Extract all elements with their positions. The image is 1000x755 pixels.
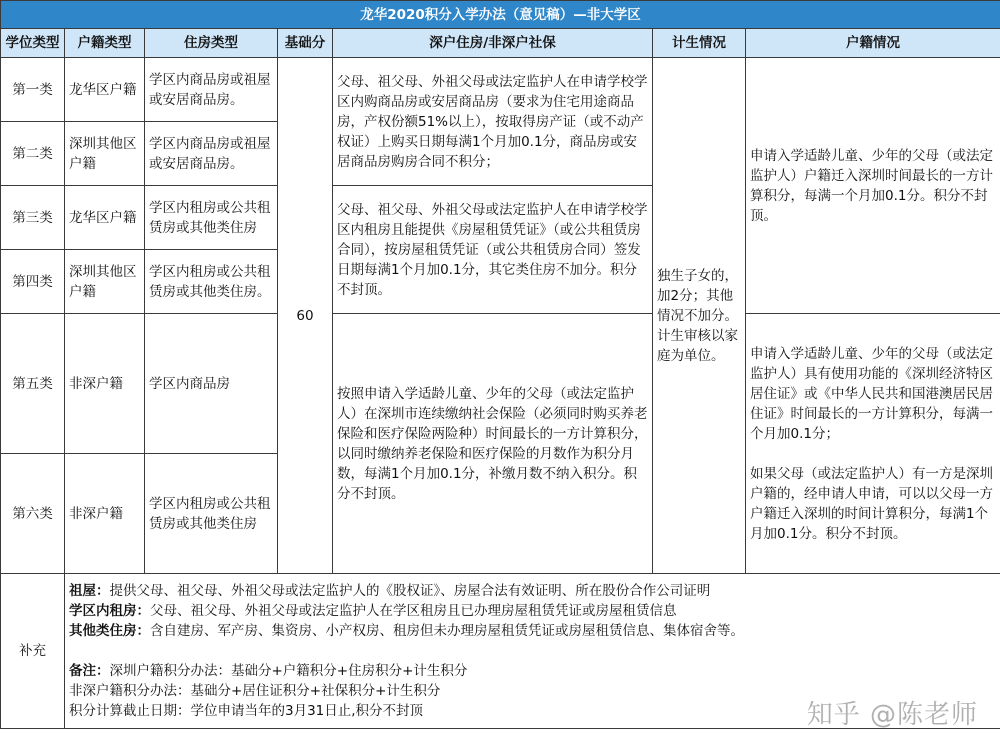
supplement-line-2: 非深户籍积分办法：基础分+居住证积分+社保积分+计生积分 [69, 683, 441, 699]
non-shenzhen-huji-cell [746, 314, 1000, 574]
level-cell: 第二类 [1, 122, 65, 186]
header-row [1, 29, 1000, 58]
supplement-line-3: 积分计算截止日期：学位申请当年的3月31日止,积分不封顶 [69, 703, 424, 719]
header-huji: 户籍类型 [65, 29, 145, 58]
huji-cell: 非深户籍 [65, 454, 145, 574]
header-base-score: 基础分 [278, 29, 333, 58]
family-planning-cell: 独生子女的，加2分；其他情况不加分。计生审核以家庭为单位。 [653, 58, 746, 574]
table-row [1, 58, 1000, 122]
level-cell: 第六类 [1, 454, 65, 574]
header-level: 学位类型 [1, 29, 65, 58]
supplement-other-text: 含自建房、军产房、集资房、小产权房、租房但未办理房屋租赁凭证或房屋租赁信息、集体宿舍等。 [150, 623, 744, 639]
housing-cell: 学区内租房或公共租赁房或其他类住房。 [145, 250, 278, 314]
huji-cell: 龙华区户籍 [65, 58, 145, 122]
supplement-note [69, 661, 996, 681]
shenzhen-huji-cell: 申请入学适龄儿童、少年的父母（或法定监护人）户籍迁入深圳时间最长的一方计算积分，每满一个月加0.1分。积分不封顶。 [746, 58, 1000, 314]
table-row [1, 314, 1000, 454]
header-housing: 住房类型 [145, 29, 278, 58]
owned-housing-score-cell: 父母、祖父母、外祖父母或法定监护人在申请学校学区内购商品房或安居商品房（要求为住宅用途商品房，产权份额51%以上），按取得房产证（或不动产权证）上购买日期每满1个月加0.1分，商品房或安居商品房购房合同不积分； [333, 58, 653, 186]
rented-housing-score-cell: 父母、祖父母、外祖父母或法定监护人在申请学校学区内租房且能提供《房屋租赁凭证》（或公共租赁房合同），按房屋租赁凭证（或公共租赁房合同）签发日期每满1个月加0.1分，其它类住房不加分。积分不封顶。 [333, 186, 653, 314]
supplement-other-label: 其他类住房： [69, 623, 150, 639]
social-insurance-score-cell: 按照申请入学适龄儿童、少年的父母（或法定监护人）在深圳市连续缴纳社会保险（必须同时购买养老保险和医疗保险两险种）时间最长的一方计算积分，以同时缴纳养老保险和医疗保险的月数作为积分月数，每满1个月加0.1分，补缴月数不纳入积分。积分不封顶。 [333, 314, 653, 574]
header-family-planning: 计生情况 [653, 29, 746, 58]
supplement-label: 补充 [1, 574, 65, 729]
huji-cell: 深圳其他区户籍 [65, 122, 145, 186]
supplement-zuwu-text: 提供父母、祖父母、外祖父母或法定监护人的《股权证》、房屋合法有效证明、所在股份合作公司证明 [109, 583, 711, 599]
header-huji-info: 户籍情况 [746, 29, 1000, 58]
housing-cell: 学区内租房或公共租赁房或其他类住房 [145, 186, 278, 250]
housing-cell: 学区内商品房或祖屋或安居商品房。 [145, 122, 278, 186]
table-title: 龙华2020积分入学办法（意见稿）—非大学区 [1, 1, 1000, 29]
housing-cell: 学区内商品房 [145, 314, 278, 454]
huji-cell: 深圳其他区户籍 [65, 250, 145, 314]
watermark: 知乎 @陈老师 [806, 700, 978, 730]
supplement-other [69, 621, 996, 641]
huji-cell: 龙华区户籍 [65, 186, 145, 250]
supplement-note-label: 备注： [69, 663, 110, 679]
supplement-rent-label: 学区内租房： [69, 603, 150, 619]
housing-cell: 学区内商品房或祖屋或安居商品房。 [145, 58, 278, 122]
supplement-rent-text: 父母、祖父母、外祖父母或法定监护人在学区租房且已办理房屋租赁凭证或房屋租赁信息 [150, 603, 677, 619]
supplement-zuwu-label: 祖屋： [69, 583, 110, 599]
supplement-note-text: 深圳户籍积分办法：基础分+户籍积分+住房积分+计生积分 [109, 663, 468, 679]
non-shenzhen-huji-text-1: 申请入学适龄儿童、少年的父母（或法定监护人）具有使用功能的《深圳经济特区居住证》或《中华人民共和国港澳居民居住证》时间最长的一方计算积分，每满一个月加0.1分； [750, 345, 993, 442]
level-cell: 第三类 [1, 186, 65, 250]
header-housing-social: 深户住房/非深户社保 [333, 29, 653, 58]
supplement-rent [69, 601, 996, 621]
level-cell: 第四类 [1, 250, 65, 314]
non-shenzhen-huji-text-2: 如果父母（或法定监护人）有一方是深圳户籍的，经申请人申请，可以以父母一方户籍迁入深圳的时间计算积分，每满1个月加0.1分。积分不封顶。 [750, 465, 993, 542]
base-score-cell: 60 [278, 58, 333, 574]
level-cell: 第一类 [1, 58, 65, 122]
huji-cell: 非深户籍 [65, 314, 145, 454]
supplement-zuwu [69, 581, 996, 601]
level-cell: 第五类 [1, 314, 65, 454]
housing-cell: 学区内租房或公共租赁房或其他类住房 [145, 454, 278, 574]
